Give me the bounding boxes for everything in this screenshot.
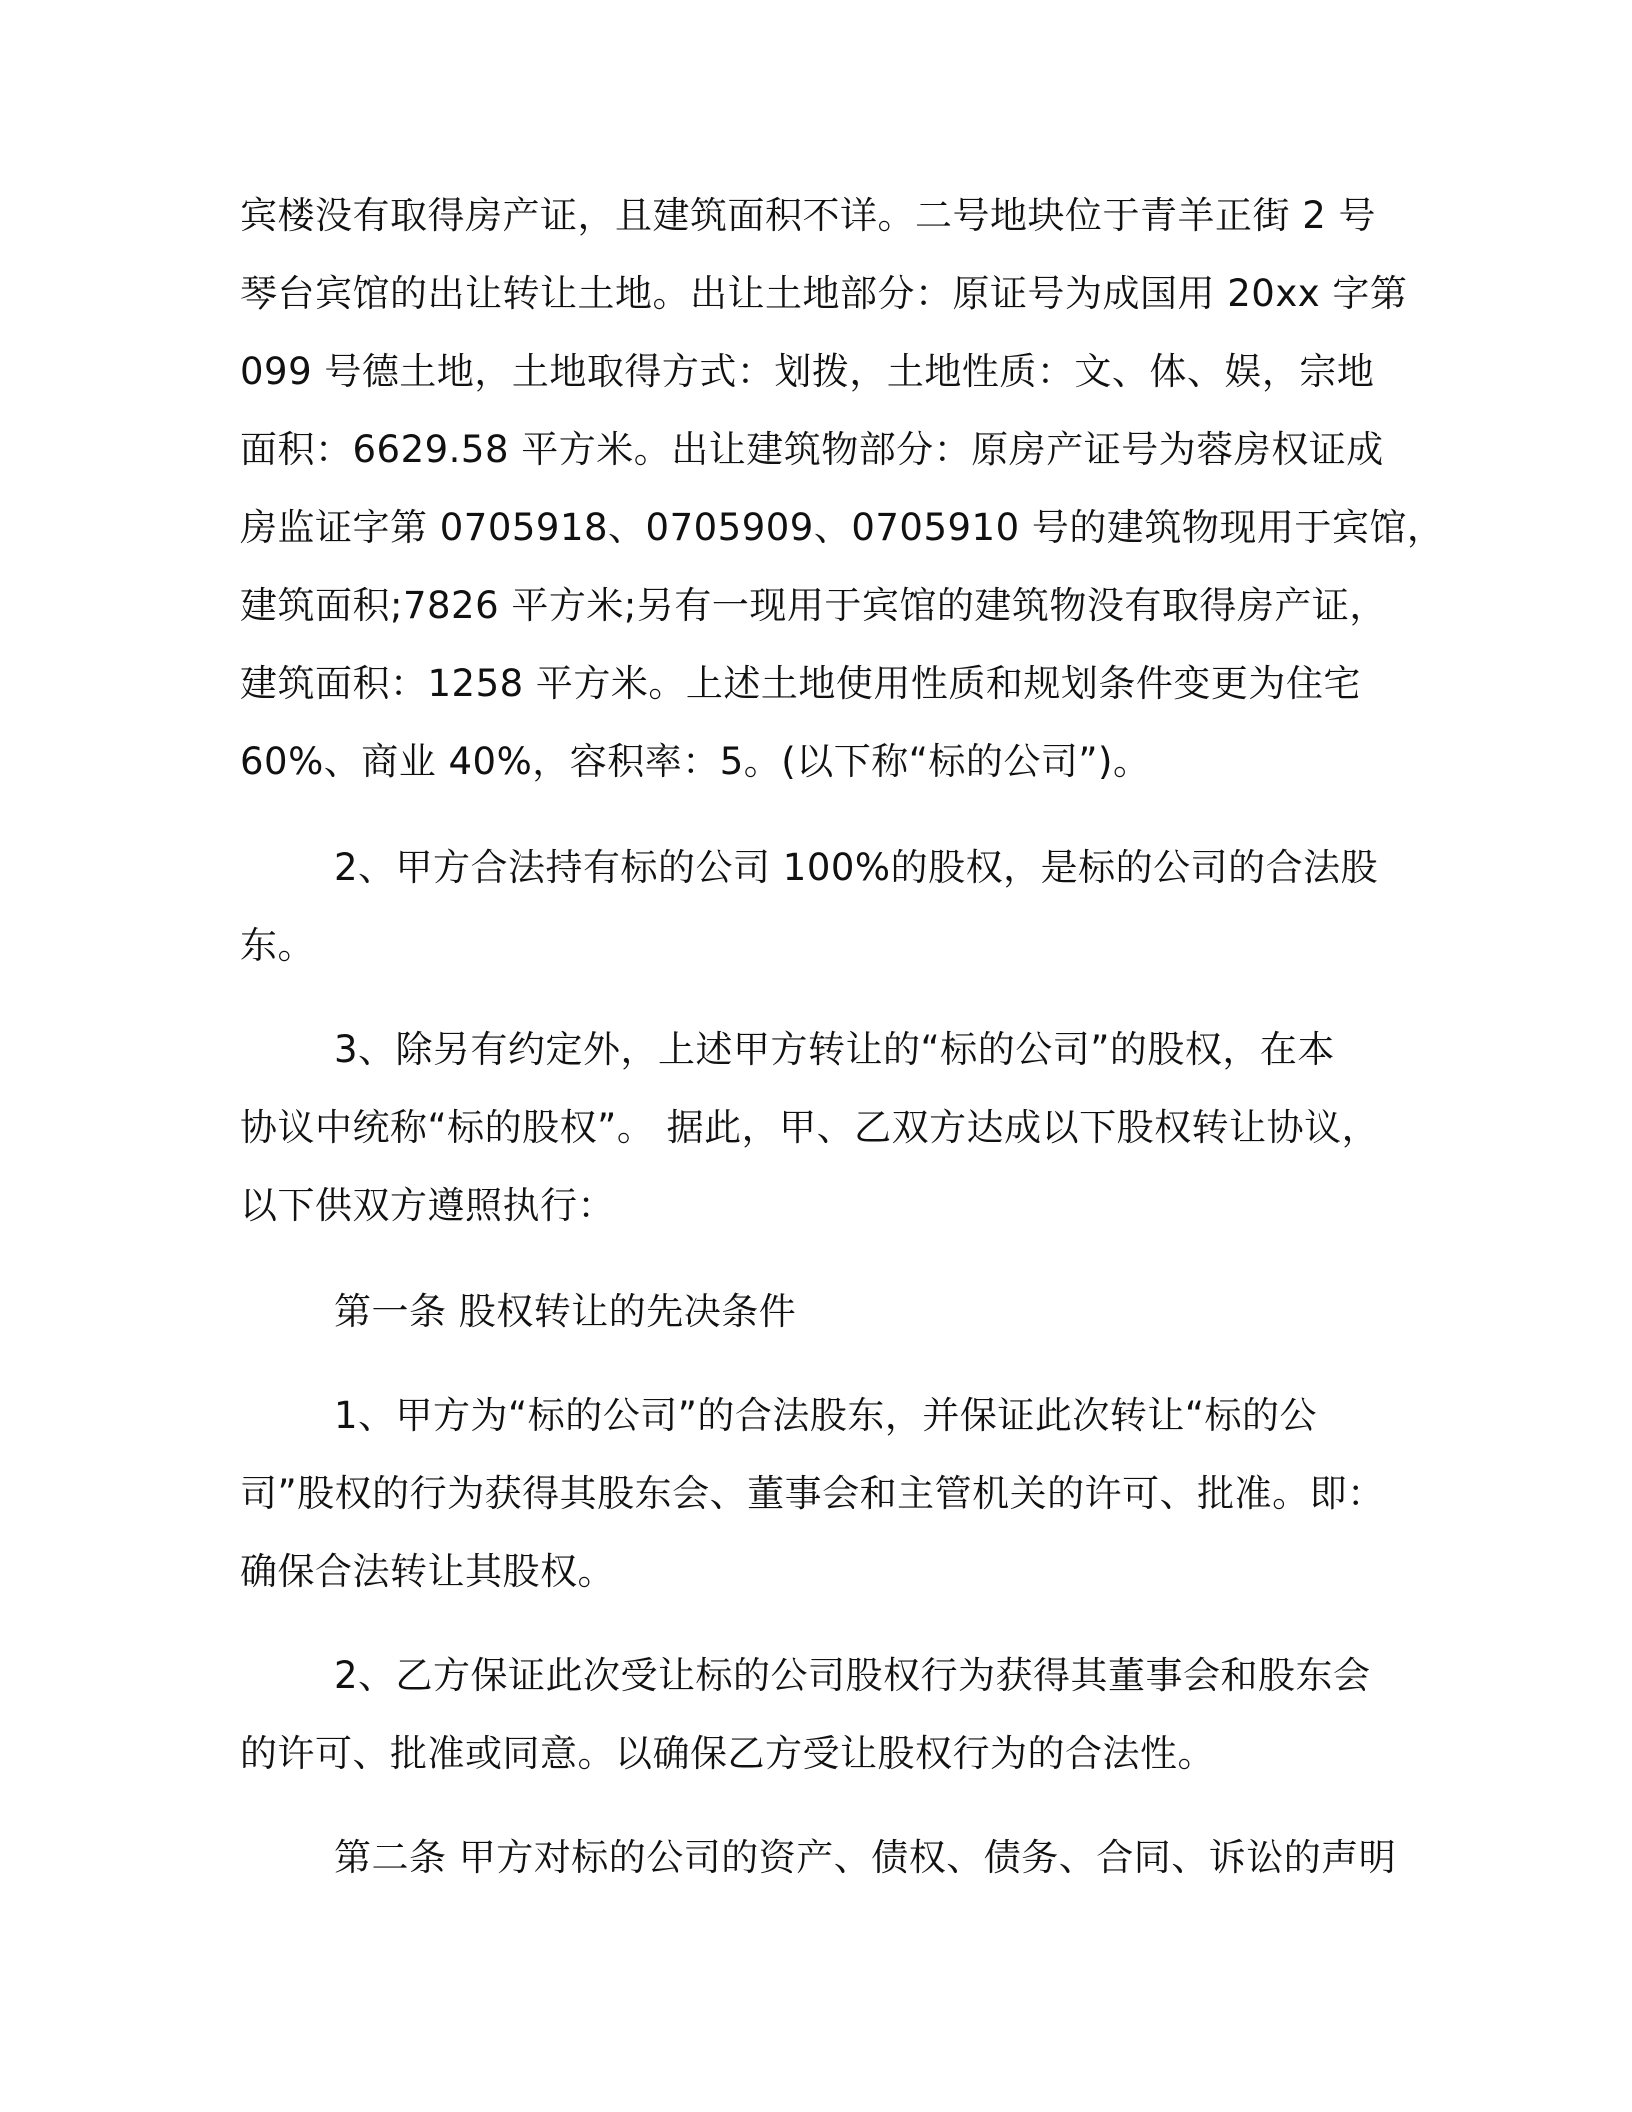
clause-line: 2、甲方合法持有标的公司 100%的股权，是标的公司的合法股 bbox=[334, 846, 1379, 889]
clause-line: 协议中统称“标的股权”。 据此，甲、乙双方达成以下股权转让协议， bbox=[240, 1106, 1380, 1149]
paragraph-line: 琴台宾馆的出让转让土地。出让土地部分：原证号为成国用 20xx 字第 bbox=[240, 272, 1408, 315]
paragraph-line: 建筑面积：1258 平方米。上述土地使用性质和规划条件变更为住宅 bbox=[240, 662, 1361, 705]
clause-line: 3、除另有约定外，上述甲方转让的“标的公司”的股权，在本 bbox=[334, 1028, 1335, 1071]
clause-line: 东。 bbox=[240, 924, 315, 967]
paragraph-line: 099 号德土地，土地取得方式：划拨，土地性质：文、体、娱，宗地 bbox=[240, 350, 1375, 393]
article-heading: 第二条 甲方对标的公司的资产、债权、债务、合同、诉讼的声明 bbox=[334, 1836, 1397, 1879]
paragraph-line: 建筑面积;7826 平方米;另有一现用于宾馆的建筑物没有取得房产证， bbox=[240, 584, 1387, 627]
article-item-line: 司”股权的行为获得其股东会、董事会和主管机关的许可、批准。即： bbox=[240, 1472, 1385, 1515]
article-heading: 第一条 股权转让的先决条件 bbox=[334, 1290, 797, 1333]
paragraph-line: 面积：6629.58 平方米。出让建筑物部分：原房产证号为蓉房权证成 bbox=[240, 428, 1384, 471]
paragraph-line: 房监证字第 0705918、0705909、0705910 号的建筑物现用于宾馆， bbox=[240, 506, 1445, 549]
clause-line: 以下供双方遵照执行： bbox=[240, 1184, 615, 1227]
paragraph-line: 宾楼没有取得房产证，且建筑面积不详。二号地块位于青羊正街 2 号 bbox=[240, 194, 1377, 237]
article-item-line: 2、乙方保证此次受让标的公司股权行为获得其董事会和股东会 bbox=[334, 1654, 1371, 1697]
article-item-line: 确保合法转让其股权。 bbox=[240, 1550, 615, 1593]
article-item-line: 1、甲方为“标的公司”的合法股东，并保证此次转让“标的公 bbox=[334, 1394, 1318, 1437]
paragraph-line: 60%、商业 40%，容积率：5。(以下称“标的公司”)。 bbox=[240, 740, 1151, 783]
article-item-line: 的许可、批准或同意。以确保乙方受让股权行为的合法性。 bbox=[240, 1732, 1215, 1775]
